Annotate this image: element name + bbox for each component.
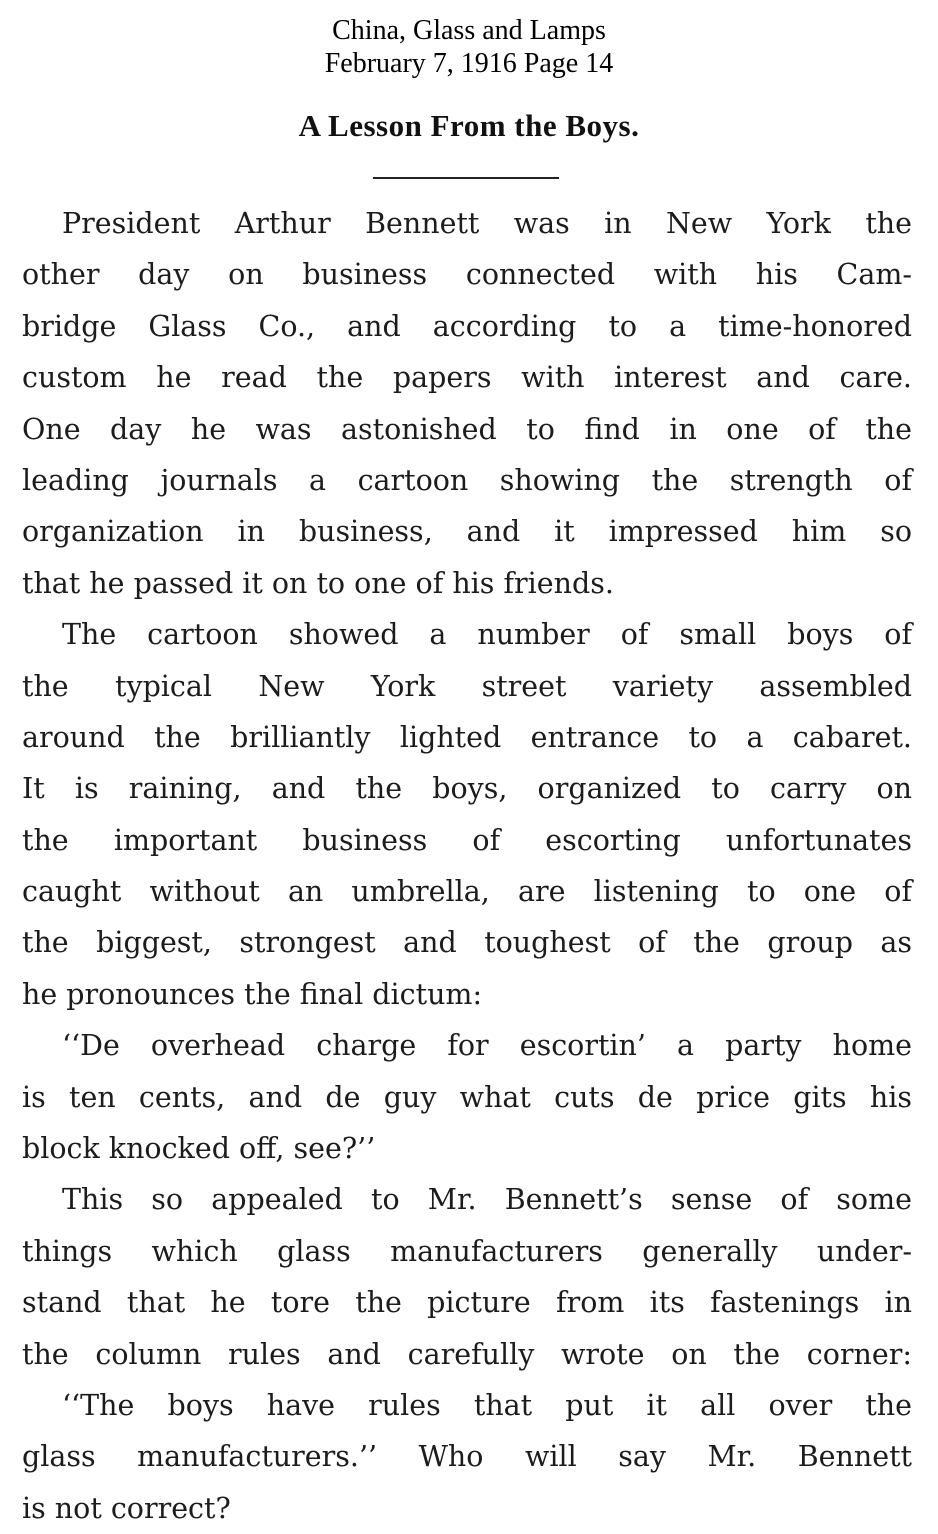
article-line: around the brilliantly lighted entrance to a cabaret. [22,720,912,754]
article-line: the column rules and carefully wrote on the corner: [22,1337,912,1371]
article-line: ‘‘De overhead charge for escortin’ a party home [62,1029,912,1063]
article-line: ‘‘The boys have rules that put it all over the [62,1388,912,1422]
article-line: block knocked off, see?’’ [22,1132,376,1166]
article-line: This so appealed to Mr. Bennett’s sense of some [62,1183,912,1217]
article-line: leading journals a cartoon showing the strength of [22,463,912,497]
article-line: the biggest, strongest and toughest of the group as [22,926,912,960]
source-header [0,14,938,80]
article-line: The cartoon showed a number of small boys of [62,618,912,652]
publication-name: China, Glass and Lamps [332,15,606,46]
article-body [22,198,912,1534]
article-line: organization in business, and it impressed him so [22,515,912,549]
article-title: A Lesson From the Boys. [298,108,640,143]
article-line: things which glass manufacturers generally under- [22,1234,912,1268]
publication-dateline: February 7, 1916 Page 14 [324,48,614,79]
article-line: President Arthur Bennett was in New York the [62,207,912,240]
article-line: caught without an umbrella, are listening to one of [22,875,912,909]
article-line: he pronounces the final dictum: [22,977,483,1011]
article-line: stand that he tore the picture from its fastenings in [22,1286,912,1320]
article-line: the typical New York street variety assembled [22,669,912,703]
article-line: other day on business connected with his Cam- [22,258,912,292]
article-line: is not correct? [22,1491,231,1525]
article-line: the important business of escorting unfortunates [22,823,912,857]
article-line: that he passed it on to one of his friends. [22,566,614,600]
article-line: custom he read the papers with interest and care. [22,361,912,395]
article-line: is ten cents, and de guy what cuts de price gits his [22,1080,912,1114]
article-line: bridge Glass Co., and according to a time-honored [22,309,912,343]
title-divider [373,177,559,179]
article-line: glass manufacturers.’’ Who will say Mr. Bennett [22,1440,912,1474]
article-line: One day he was astonished to find in one of the [22,412,912,446]
article-line: It is raining, and the boys, organized to carry on [22,772,912,806]
